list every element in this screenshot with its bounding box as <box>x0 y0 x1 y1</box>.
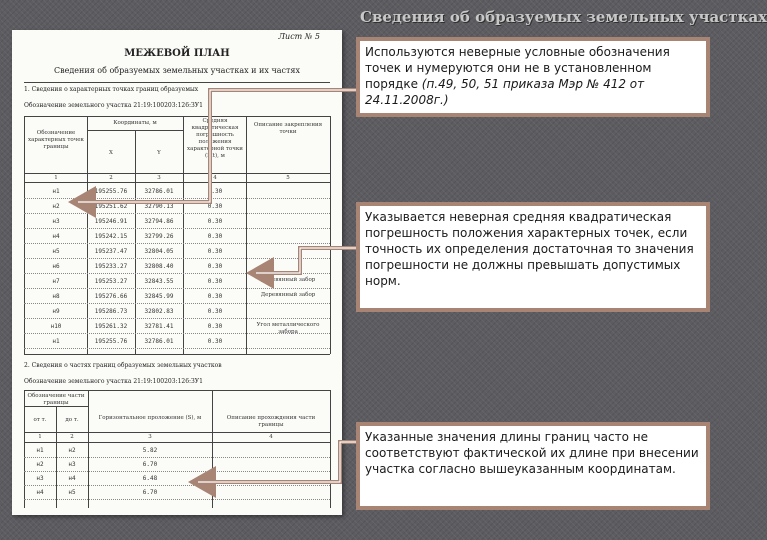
table1-cell-precision: 0.30 <box>207 263 223 270</box>
table1-cell-precision: 0.30 <box>207 308 223 315</box>
table1-cell-y: 32790.13 <box>144 203 174 210</box>
table2-cell-from: н4 <box>36 489 44 496</box>
table1-cell-y: 32845.99 <box>144 293 174 300</box>
table2-cell-from: н2 <box>36 461 44 468</box>
th-coords: Координаты, м <box>113 120 157 126</box>
table1-cell-x: 195286.73 <box>94 308 128 315</box>
table1-cell-point: н8 <box>52 293 60 300</box>
sheet-number: Лист № 5 <box>278 32 320 41</box>
table1-header-bottom <box>24 173 330 174</box>
colnum: 4 <box>213 175 217 181</box>
table1-row-divider <box>24 243 330 244</box>
callout-boundary-length-text: Указанные значения длины границ часто не соответствуют фактической их длине при внесении участка согласно вышеуказанным координатам. <box>365 430 699 476</box>
table2-cell-from: н1 <box>36 447 44 454</box>
table2-row-divider <box>24 471 330 472</box>
table1-cell-point: н4 <box>52 233 60 240</box>
table1-bottom-border <box>24 354 330 355</box>
table1-cell-x: 195251.62 <box>94 203 128 210</box>
table1-row-divider <box>24 258 330 259</box>
callout-precision-error-text: Указывается неверная средняя квадратическая погрешность положения характерных точек, если точность их определения достаточная то значения погрешности не должны превышать допустимых норм. <box>365 210 694 288</box>
table1-cell-point: н1 <box>52 188 60 195</box>
table1-cell-y: 32786.01 <box>144 338 174 345</box>
th-part: Обозначение части границы <box>27 393 85 406</box>
table1-cell-x: 195261.32 <box>94 323 128 330</box>
table1-cell-x: 195255.76 <box>94 188 128 195</box>
table1-cell-x: 195253.27 <box>94 278 128 285</box>
table2-cell-to: н5 <box>68 489 76 496</box>
table1-row-divider <box>24 213 330 214</box>
table2-cell-length: 5.82 <box>142 447 158 454</box>
table1-colnum-bottom <box>24 182 330 183</box>
colnum: 2 <box>109 175 113 181</box>
table1-cell-x: 195255.76 <box>94 338 128 345</box>
table1-cell-point: н9 <box>52 308 60 315</box>
callout-point-notation-text: Используются неверные условные обозначения точек и нумеруются они не в установленном порядке <box>365 45 670 91</box>
colnum: 4 <box>269 434 273 440</box>
table1-cell-point: н6 <box>52 263 60 270</box>
table1-cell-x: 195276.66 <box>94 293 128 300</box>
th-to: до т. <box>65 417 79 423</box>
section1-title: 1. Сведения о характерных точках границ образуемых <box>24 86 199 93</box>
document-subheading: Сведения об образуемых земельных участках и их частях <box>54 66 300 75</box>
table2-col-divider <box>88 390 89 508</box>
table1-row-divider <box>24 348 330 349</box>
th-precision: Средняя квадратическая погрешность положения характерной точки (Мt), м <box>187 118 243 159</box>
colnum: 3 <box>148 434 152 440</box>
heading-divider <box>24 82 330 83</box>
table1-cell-y: 32799.26 <box>144 233 174 240</box>
table1-cell-method: Деревянный забор <box>260 277 316 283</box>
table2-cell-length: 6.70 <box>142 461 158 468</box>
callout-point-notation <box>356 37 710 117</box>
table2-header-bottom <box>24 432 330 433</box>
table2-col-divider <box>212 390 213 508</box>
table1-cell-y: 32808.40 <box>144 263 174 270</box>
section1-reference: Обозначение земельного участка 21:19:100203:126:ЗУ1 <box>24 102 203 109</box>
table1-row-divider <box>24 318 330 319</box>
table1-cell-precision: 0.30 <box>207 338 223 345</box>
table2-row-divider <box>24 457 330 458</box>
table2-cell-from: н3 <box>36 475 44 482</box>
table1-cell-y: 32843.55 <box>144 278 174 285</box>
table1-cell-method: Угол металлического забора <box>256 322 320 335</box>
th-method: Описание закрепления точки <box>253 122 323 135</box>
th-length: Горизонтальное проложение (S), м <box>98 415 202 421</box>
table1-right-border <box>330 116 331 354</box>
colnum: 5 <box>286 175 290 181</box>
table2-top-border <box>24 390 330 391</box>
table1-row-divider <box>24 273 330 274</box>
table1-col-divider <box>135 130 136 354</box>
table1-cell-y: 32786.01 <box>144 188 174 195</box>
table1-cell-y: 32781.41 <box>144 323 174 330</box>
section2-title: 2. Сведения о частях границ образуемых земельных участков <box>24 362 222 369</box>
colnum: 1 <box>54 175 58 181</box>
table2-cell-length: 6.48 <box>142 475 158 482</box>
table1-cell-precision: 0.30 <box>207 188 223 195</box>
colnum: 1 <box>38 434 42 440</box>
table1-cell-y: 32802.83 <box>144 308 174 315</box>
table1-row-divider <box>24 303 330 304</box>
th-description: Описание прохождения части границы <box>226 415 316 428</box>
table2-row-divider <box>24 499 330 500</box>
table2-row-divider <box>24 485 330 486</box>
table1-cell-x: 195246.91 <box>94 218 128 225</box>
document-heading: МЕЖЕВОЙ ПЛАН <box>124 48 230 59</box>
table2-right-border <box>330 390 331 508</box>
table1-cell-y: 32794.86 <box>144 218 174 225</box>
table1-cell-precision: 0.30 <box>207 248 223 255</box>
table1-row-divider <box>24 288 330 289</box>
table1-cell-precision: 0.30 <box>207 278 223 285</box>
table2-cell-length: 6.70 <box>142 489 158 496</box>
table1-cell-precision: 0.30 <box>207 203 223 210</box>
table1-cell-point: н2 <box>52 203 60 210</box>
callout-precision-error <box>356 202 710 312</box>
document-page <box>12 30 342 515</box>
slide-title: Сведения об образуемых земельных участках <box>360 8 767 26</box>
table1-row-divider <box>24 198 330 199</box>
th-y: Y <box>157 150 161 156</box>
callout-point-notation-ref: (п.49, 50, 51 приказа Мэр № 412 от 24.11.2008г.) <box>365 77 645 107</box>
table1-cell-point: н10 <box>50 323 62 330</box>
th-x: X <box>109 150 113 156</box>
table1-cell-y: 32804.05 <box>144 248 174 255</box>
table1-cell-point: н3 <box>52 218 60 225</box>
table1-cell-x: 195233.27 <box>94 263 128 270</box>
table1-cell-precision: 0.30 <box>207 218 223 225</box>
th-from: от т. <box>33 417 47 423</box>
table1-cell-precision: 0.30 <box>207 323 223 330</box>
colnum: 2 <box>70 434 74 440</box>
table2-cell-to: н4 <box>68 475 76 482</box>
table1-cell-x: 195237.47 <box>94 248 128 255</box>
table2-cell-to: н2 <box>68 447 76 454</box>
callout-boundary-length <box>356 422 710 510</box>
table1-top-border <box>24 116 330 117</box>
table1-cell-x: 195242.15 <box>94 233 128 240</box>
table1-cell-precision: 0.30 <box>207 233 223 240</box>
table1-cell-method: Деревянный забор <box>260 292 316 298</box>
table1-cell-point: н5 <box>52 248 60 255</box>
colnum: 3 <box>157 175 161 181</box>
th-point: Обозначение характерных точек границы <box>27 130 84 150</box>
section2-reference: Обозначение земельного участка 21:19:100203:126:ЗУ1 <box>24 378 203 385</box>
table1-cell-precision: 0.30 <box>207 293 223 300</box>
table1-cell-point: н7 <box>52 278 60 285</box>
table2-colnum-bottom <box>24 442 330 443</box>
table2-cell-to: н3 <box>68 461 76 468</box>
table1-row-divider <box>24 228 330 229</box>
table1-cell-point: н1 <box>52 338 60 345</box>
